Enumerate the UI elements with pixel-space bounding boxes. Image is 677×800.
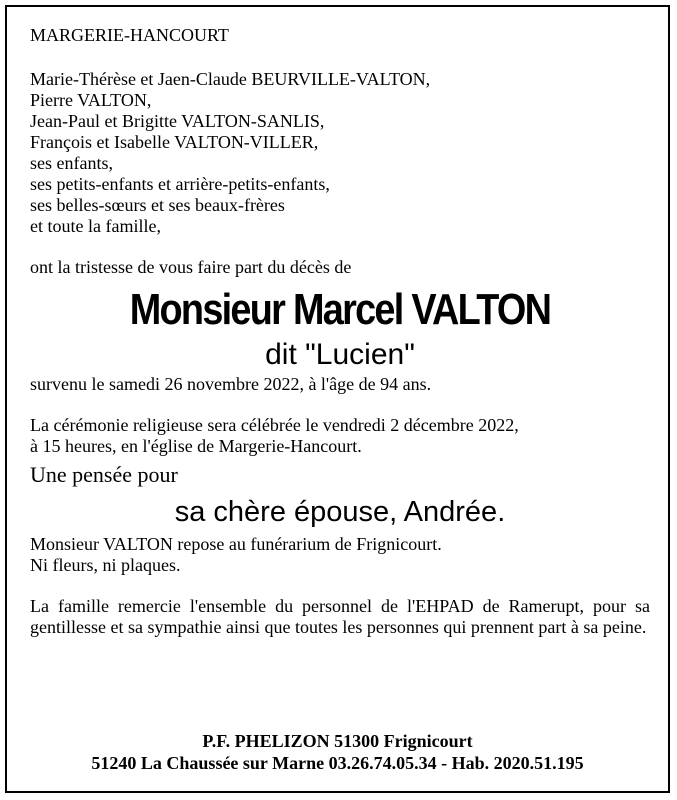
thought-person: sa chère épouse, Andrée. xyxy=(174,496,506,528)
family-line: et toute la famille, xyxy=(30,216,161,236)
family-line: ses enfants, xyxy=(30,153,113,173)
spacer xyxy=(30,46,650,69)
deceased-name: Monsieur Marcel VALTON xyxy=(129,285,551,334)
thought-intro: Une pensée pour xyxy=(30,462,178,487)
rest-line: Ni fleurs, ni plaques. xyxy=(30,555,181,575)
thanks-paragraph xyxy=(30,596,650,638)
deceased-alias: dit "Lucien" xyxy=(265,338,415,371)
announcement-text: ont la tristesse de vous faire part du décès de xyxy=(30,257,352,277)
town-name: MARGERIE-HANCOURT xyxy=(30,25,229,45)
spacer xyxy=(30,395,650,415)
family-line: François et Isabelle VALTON-VILLER, xyxy=(30,132,319,152)
ceremony-line: La cérémonie religieuse sera célébrée le vendredi 2 décembre 2022, xyxy=(30,415,519,435)
funeral-home-line: 51240 La Chaussée sur Marne 03.26.74.05.34 - Hab. 2020.51.195 xyxy=(91,753,584,773)
ceremony-line: à 15 heures, en l'église de Margerie-Hancourt. xyxy=(30,436,362,456)
ceremony-info xyxy=(30,415,650,457)
thanks-text: La famille remercie l'ensemble du personnel de l'EHPAD de Ramerupt, pour sa gentillesse et sa sympathie ainsi que toutes les personnes qui prennent part à sa peine. xyxy=(30,596,650,637)
rest-line: Monsieur VALTON repose au funérarium de Frignicourt. xyxy=(30,534,442,554)
funeral-home-line: P.F. PHELIZON 51300 Frignicourt xyxy=(202,731,473,751)
family-line: Marie-Thérèse et Jaen-Claude BEURVILLE-VALTON, xyxy=(30,69,431,89)
obituary-notice xyxy=(30,25,650,638)
death-info: survenu le samedi 26 novembre 2022, à l'âge de 94 ans. xyxy=(30,374,432,394)
rest-info xyxy=(30,534,650,576)
spacer xyxy=(30,237,650,257)
family-list xyxy=(30,69,650,237)
family-line: ses belles-sœurs et ses beaux-frères xyxy=(30,195,285,215)
funeral-home-info xyxy=(10,730,665,774)
spacer xyxy=(30,576,650,596)
family-line: Pierre VALTON, xyxy=(30,90,152,110)
family-line: ses petits-enfants et arrière-petits-enfants, xyxy=(30,174,330,194)
family-line: Jean-Paul et Brigitte VALTON-SANLIS, xyxy=(30,111,325,131)
